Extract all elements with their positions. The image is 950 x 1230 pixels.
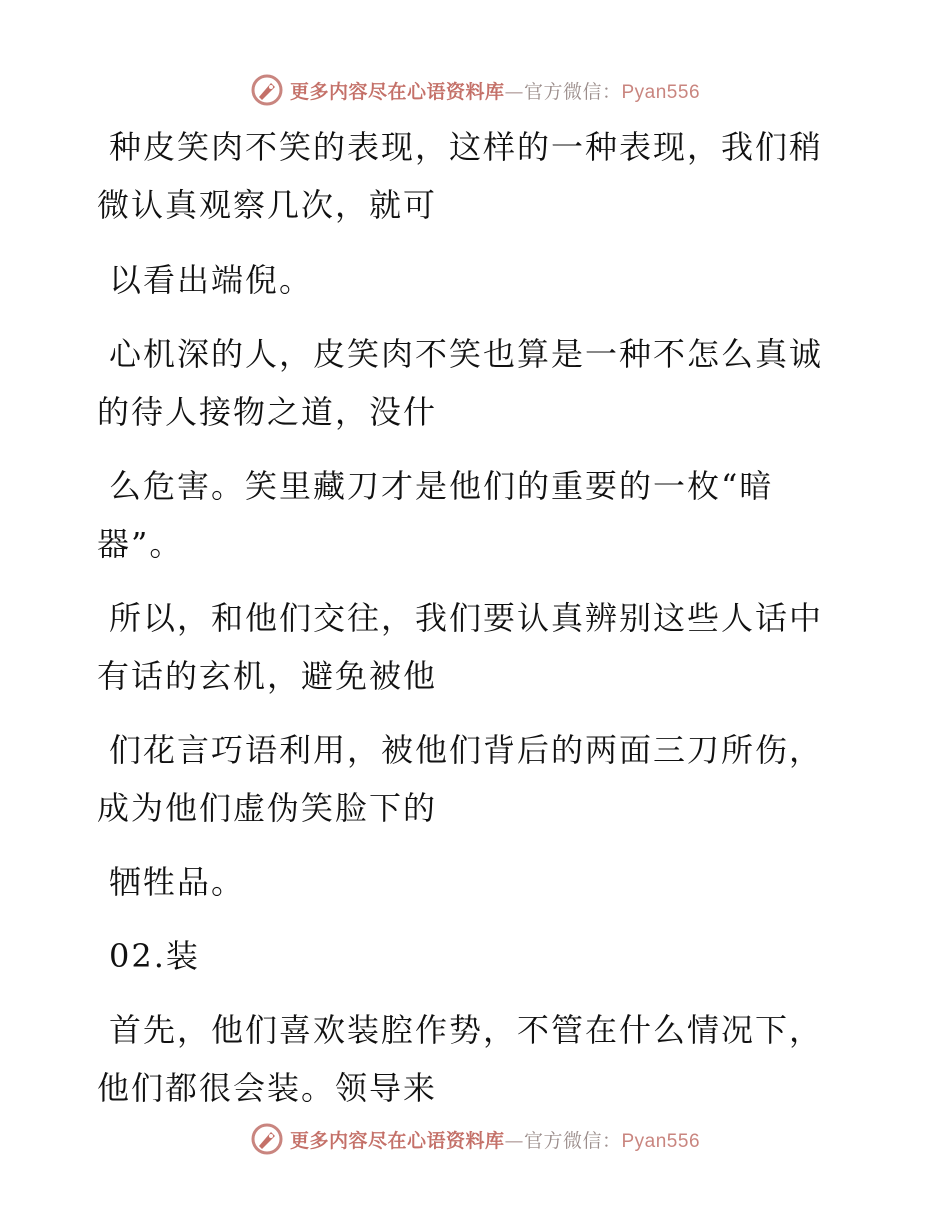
text-line: 成为他们虚伪笑脸下的	[97, 789, 438, 827]
text-line: 器”。	[97, 525, 184, 563]
text-line: 首先，他们喜欢装腔作势，不管在什么情况下，	[109, 1011, 824, 1049]
watermark-wechat-id: Pyan556	[621, 1130, 701, 1152]
text-line: 心机深的人，皮笑肉不笑也算是一种不怎么真诚	[109, 335, 824, 373]
watermark-separator: —	[504, 1129, 524, 1152]
watermark-label: 官方微信：	[523, 1129, 622, 1152]
text-line: 的待人接物之道，没什	[97, 393, 438, 431]
text-line: 们花言巧语利用，被他们背后的两面三刀所伤，	[109, 731, 824, 769]
watermark-wechat-id: Pyan556	[621, 81, 701, 103]
text-line: 他们都很会装。领导来	[97, 1069, 438, 1107]
footer-watermark	[0, 1122, 950, 1156]
watermark-label: 官方微信：	[523, 80, 622, 103]
section-heading: 02.装	[109, 937, 200, 975]
text-line: 有话的玄机，避免被他	[97, 657, 438, 695]
watermark-brand: 更多内容尽在心语资料库	[289, 80, 505, 103]
text-line: 所以，和他们交往，我们要认真辨别这些人话中	[109, 599, 824, 637]
text-line: 种皮笑肉不笑的表现，这样的一种表现，我们稍	[109, 128, 824, 166]
text-line: 么危害。笑里藏刀才是他们的重要的一枚“暗	[109, 467, 774, 505]
watermark-brand: 更多内容尽在心语资料库	[289, 1129, 505, 1152]
pen-nib-logo-icon	[250, 1122, 284, 1156]
watermark-separator: —	[504, 80, 524, 103]
text-line: 牺牲品。	[109, 863, 246, 901]
text-line: 微认真观察几次，就可	[97, 186, 438, 224]
text-line: 以看出端倪。	[109, 261, 314, 299]
